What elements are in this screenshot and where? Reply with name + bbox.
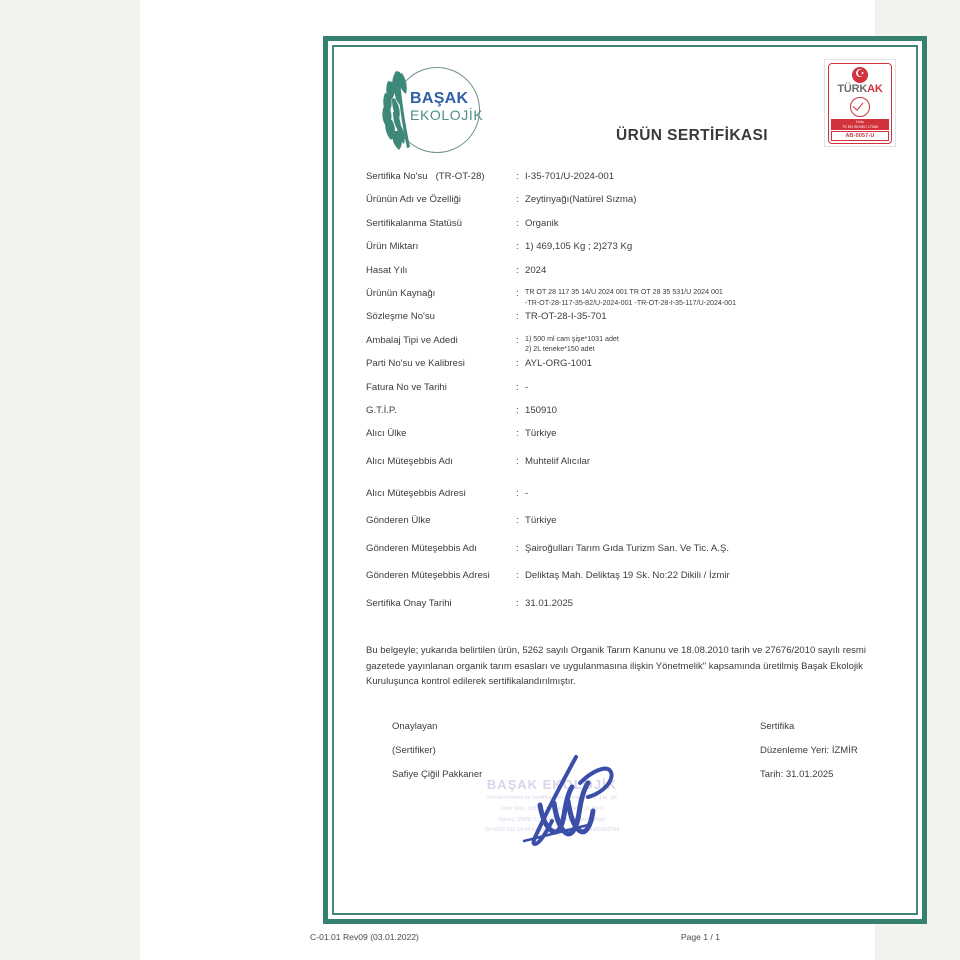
field-value: TR-OT-28-I-35-701 [525,311,607,323]
footer-revision: C-01.01 Rev09 (03.01.2022) [310,932,419,942]
field-label: Alıcı Müteşebbis Adı [366,455,453,467]
field-certification-status [366,216,902,239]
approver-role: (Sertifiker) [392,745,436,757]
field-colon: : [516,241,519,253]
field-value: Türkiye [525,428,557,440]
field-value: Organik [525,217,559,229]
field-value: Türkiye [525,515,557,527]
field-label: Parti No'su ve Kalibresi [366,358,465,370]
certificate-label: Sertifika [760,721,795,733]
field-buyer-address [366,486,902,514]
field-colon: : [516,334,519,346]
field-colon: : [516,515,519,527]
field-value [525,286,902,308]
field-label: Gönderen Ülke [366,515,431,527]
source-line-2: -TR-OT-28-117-35-82/U-2024-001 -TR-OT-28-I-35-117/U-2024-001 [525,298,737,307]
field-colon: : [516,404,519,416]
issuance-date: Tarih: 31.01.2025 [760,768,834,780]
field-value: - [525,487,529,499]
field-value: I-35-701/U-2024-001 [525,171,615,182]
issuance-place: Düzenleme Yeri: İZMİR [760,745,858,757]
handwritten-signature [480,753,670,848]
field-value: AYL-ORG-1001 [525,358,593,370]
page-footer [310,932,720,942]
field-value: - [525,381,529,393]
signature-area [352,715,902,865]
field-value: Zeytinyağı(Natürel Sızma) [525,194,637,206]
stamp-line-1: BAŞAK EKOLOJİK [486,777,618,793]
field-certificate-number [366,169,902,192]
field-gtip-code [366,403,902,426]
page-title: ÜRÜN SERTİFİKASI [616,127,768,144]
logo-line-1: BAŞAK [410,90,469,107]
basak-ekolojik-logo [366,63,486,163]
field-label: Ürünün Adı ve Özelliği [366,194,461,206]
field-value: 1) 469,105 Kg ; 2)273 Kg [525,241,633,253]
field-label: Fatura No ve Tarihi [366,381,447,393]
field-packaging-type [366,333,902,356]
field-colon: : [516,217,519,229]
field-sender-address [366,568,902,596]
approver-title: Onaylayan [392,721,438,733]
field-value: 2024 [525,264,547,276]
certificate-fields [352,169,902,623]
field-buyer-country [366,426,902,454]
field-label: Sertifika No'su (TR-OT-28) [366,171,485,182]
issuance-block [760,715,858,786]
field-label: Sözleşme No'su [366,311,436,323]
field-value: Muhtelif Alıcılar [525,455,591,467]
turkak-standard: TS EN ISO/IEC 17065 [842,125,878,130]
checkmark-icon [850,97,870,117]
logo-line-2: EKOLOJİK [410,107,484,124]
field-label: Ürünün Kaynağı [366,287,436,299]
field-buyer-name [366,454,902,486]
field-sender-name [366,541,902,569]
certificate-body [328,41,922,919]
company-stamp [452,777,652,843]
field-value: 31.01.2025 [525,597,574,609]
field-colon: : [516,570,519,582]
turkak-code: AB-0057-U [831,131,889,141]
footer-page-number: Page 1 / 1 [680,932,720,942]
field-label: Alıcı Ülke [366,428,407,440]
certificate-frame [323,36,927,924]
field-colon: : [516,171,519,182]
field-colon: : [516,487,519,499]
approver-name: Safiye Çiğil Pakkaner [392,768,483,780]
field-colon: : [516,264,519,276]
field-value: Deliktaş Mah. Deliktaş 19 Sk. No:22 Dikili / İzmir [525,570,730,582]
field-product-source [366,286,902,309]
field-sender-country [366,513,902,541]
packaging-line-1: 1) 500 ml cam şişe*1031 adet [525,334,619,343]
source-line-1: TR OT 28 117 35 14/U 2024 001 TR OT 28 35 531/U 2024 001 [525,287,723,296]
stamp-line-3: Onur Mah. 1185/1 Sk. Yeşil Sitesi Cd. No:3 [500,806,604,813]
document-page [140,0,883,960]
field-colon: : [516,455,519,467]
field-product-quantity [366,239,902,262]
field-label: Ambalaj Tipi ve Adedi [366,334,458,346]
field-approval-date [366,596,902,624]
field-value [525,333,902,355]
field-label: Gönderen Müteşebbis Adı [366,542,477,554]
turkish-flag-icon [852,67,868,83]
field-invoice-number [366,380,902,403]
packaging-line-2: 2) 2L teneke*150 adet [525,345,595,354]
approver-block [392,715,482,786]
turkak-accreditation-mark [824,59,896,147]
field-value: 150910 [525,404,558,416]
field-label: G.T.İ.P. [366,404,397,416]
turkak-scope-label: Ürün [856,120,864,124]
turkak-scope-block [831,119,889,130]
turkak-wordmark [831,84,889,95]
turkak-mark-body [828,63,892,144]
certificate-number-suffix: (TR-OT-28) [435,171,485,182]
field-product-name [366,192,902,215]
stamp-line-2: Ürünleri Kontrol ve Sertifikasyon Hizmetleri Tic. Ltd. Şti. [485,795,619,802]
field-label: Hasat Yılı [366,264,408,276]
field-batch-number [366,356,902,379]
turkak-word-suffix: AK [867,83,883,95]
field-value: Şairoğulları Tarım Gıda Turizm San. Ve Tic. A.Ş. [525,542,730,554]
field-label: Alıcı Müteşebbis Adresi [366,487,466,499]
field-colon: : [516,287,519,299]
logo-wordmark [410,91,483,123]
field-colon: : [516,597,519,609]
field-colon: : [516,311,519,323]
field-label: Sertifikalanma Statüsü [366,217,462,229]
field-label: Sertifika Onay Tarihi [366,597,452,609]
declaration-paragraph: Bu belgeyle; yukarıda belirtilen ürün, 5262 sayılı Organik Tarım Kanunu ve 18.08.2010 tarih ve 27676/2010 sayılı resmi gazetede yayınlanan organik tarım esasları ve uygulanmasına ilişkin Yönetmelik" kapsamında üretilmiş Başak Ekolojik Kuruluşunca kontrol edilerek sertifikalandırılmıştır. [366,645,866,688]
field-colon: : [516,428,519,440]
field-colon: : [516,358,519,370]
field-contract-number [366,309,902,332]
certificate-header [352,55,902,163]
field-label: Ürün Miktarı [366,241,419,253]
field-label: Gönderen Müteşebbis Adresi [366,570,490,582]
stamp-line-5: Tel 0232 132 14 04 Karşıyaka Vergi Dairesi 9460403748 [484,827,620,834]
field-colon: : [516,381,519,393]
field-colon: : [516,542,519,554]
turkak-word-prefix: TÜRK [837,83,868,95]
field-harvest-year [366,263,902,286]
stamp-line-4: Sarnıç, İZMİR T.C. 1668 Konak İzmir/Türkiye [498,816,606,823]
field-colon: : [516,194,519,206]
